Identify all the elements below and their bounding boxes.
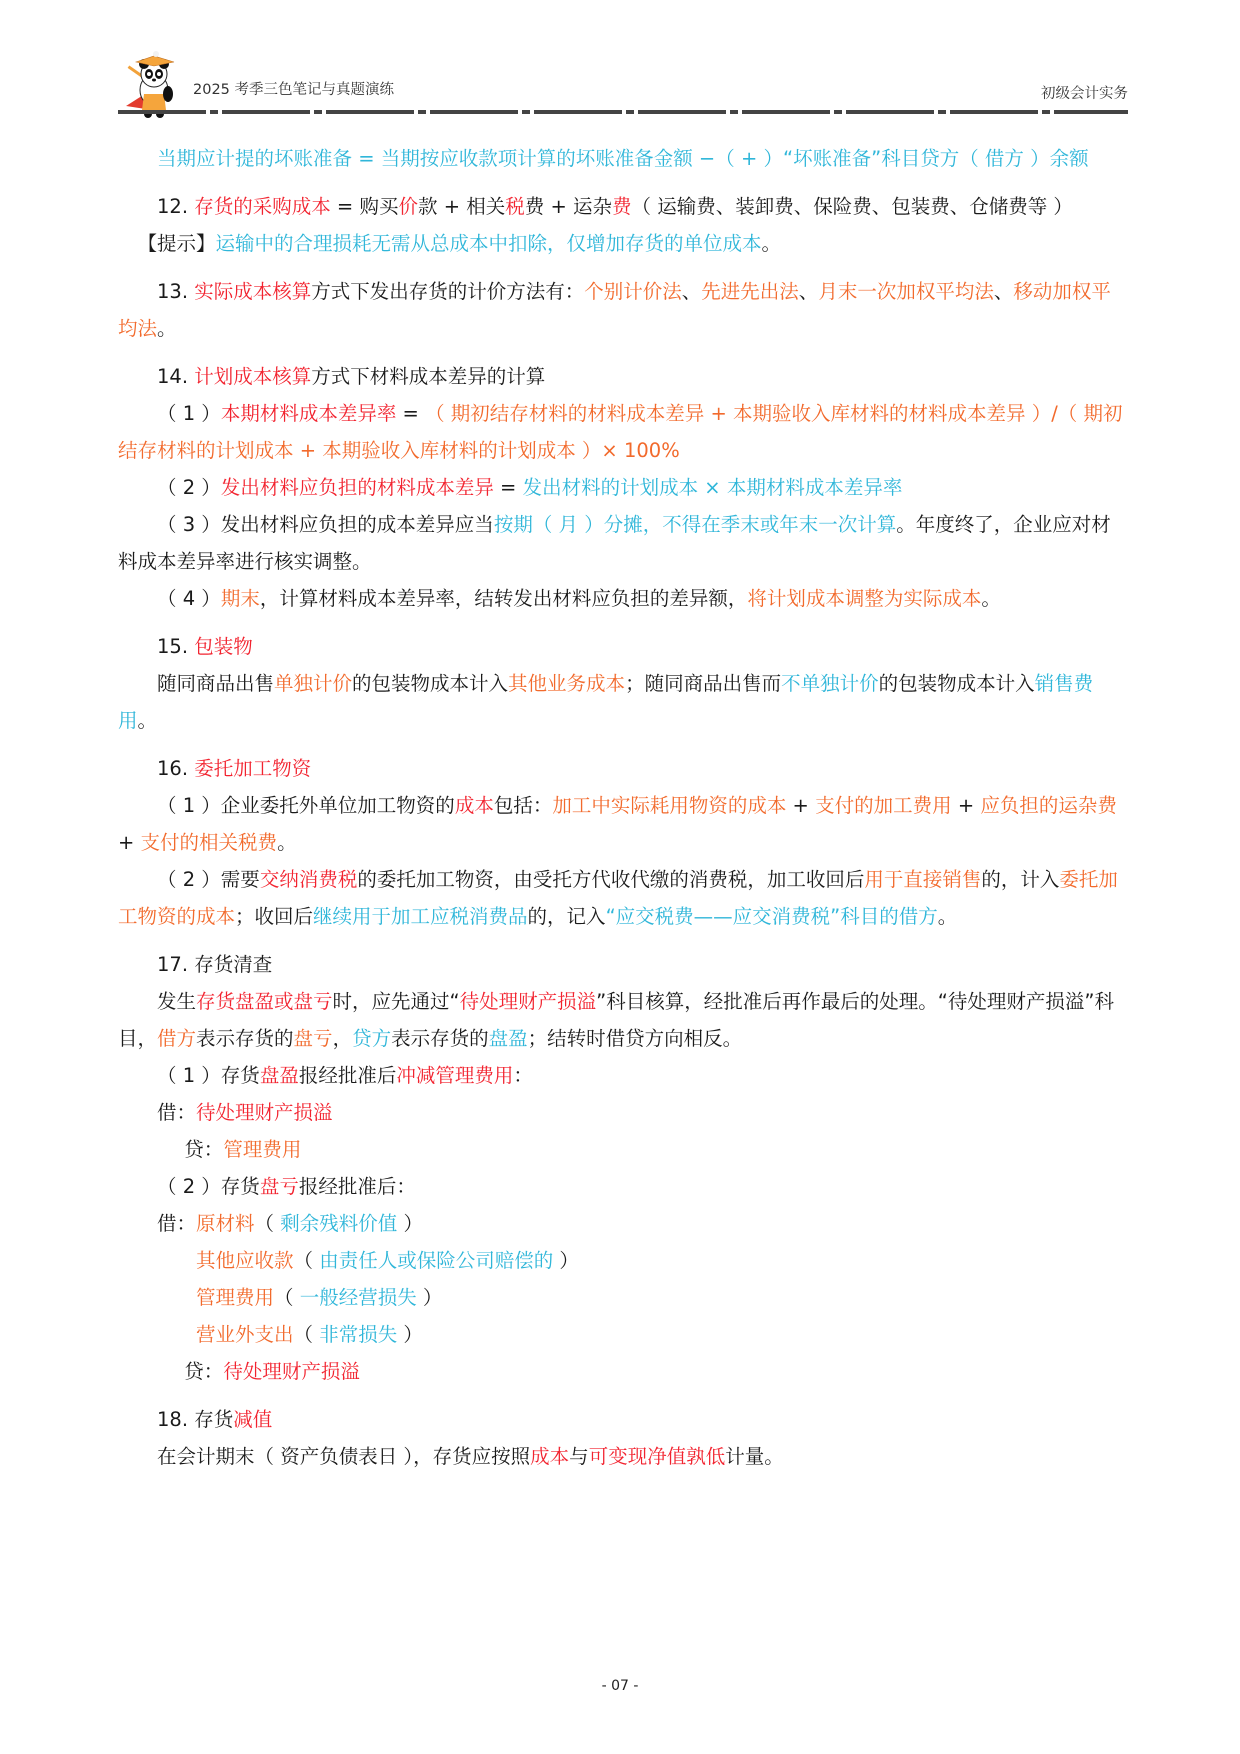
text-run: 。年度终了，企业应对材料成本差异率进行核实调整。 xyxy=(118,513,1111,573)
text-run: 报经批准后： xyxy=(298,1175,416,1198)
highlight-blue: 由责任人或保险公司赔偿的 xyxy=(319,1249,554,1272)
text-run: （ 2 ） xyxy=(157,476,221,499)
item-14-2 xyxy=(118,469,1128,506)
highlight-orange: 其他业务成本 xyxy=(508,672,626,695)
item-13-valuation-methods xyxy=(118,273,1128,347)
text-run: ；随同商品出售而 xyxy=(625,672,782,695)
highlight-orange: 加工中实际耗用物资的成本 xyxy=(552,794,787,817)
text-run: 方式下发出存货的计价方法有： xyxy=(311,280,585,303)
highlight-orange: 委托加工物资的成本 xyxy=(118,868,1118,928)
item-12-tip xyxy=(118,225,1128,262)
text-run: + xyxy=(951,794,981,817)
text-run: （ 1 ）企业委托外单位加工物资的 xyxy=(157,794,455,817)
highlight-red: 成本 xyxy=(530,1445,570,1468)
highlight-red: 冲减管理费用 xyxy=(396,1064,514,1087)
highlight-red: 费 xyxy=(612,195,632,218)
text-run: 贷： xyxy=(184,1360,224,1383)
text-run: ， xyxy=(332,1027,353,1050)
highlight-orange: 先进先出法 xyxy=(701,280,799,303)
highlight-red: 税 xyxy=(505,195,525,218)
highlight-red: 发出材料应负担的材料成本差异 xyxy=(220,476,494,499)
highlight-red: 待处理财产损溢 xyxy=(196,1101,333,1124)
page-number: - 07 - xyxy=(601,1678,639,1694)
header-divider xyxy=(118,110,1128,114)
text-run: 。 xyxy=(277,831,297,854)
text-run: + xyxy=(786,794,816,817)
item-16-1 xyxy=(118,787,1128,861)
text-run: 。 xyxy=(137,709,158,732)
subject-title: 初级会计实务 xyxy=(1041,86,1128,102)
text-run: 报经批准后 xyxy=(298,1064,397,1087)
highlight-red: 存货盘盈或盘亏 xyxy=(196,990,333,1013)
highlight-orange: 管理费用 xyxy=(196,1286,275,1309)
text-run: 。 xyxy=(937,905,958,928)
highlight-orange: 个别计价法 xyxy=(584,280,682,303)
text-run: 借： xyxy=(157,1101,197,1124)
text-run: 随同商品出售 xyxy=(157,672,275,695)
text-run: 表示存货的 xyxy=(196,1027,294,1050)
item-12-purchase-cost xyxy=(118,188,1128,225)
text-run: （ 1 ）存货 xyxy=(157,1064,260,1087)
text-run: 16. xyxy=(157,757,195,780)
highlight-red: 待处理财产损溢 xyxy=(459,990,597,1013)
text-run: ） xyxy=(397,1323,423,1346)
text-run: 与 xyxy=(569,1445,589,1468)
text-run: 的，计入 xyxy=(981,868,1060,891)
journal-credit-line xyxy=(118,1353,1128,1390)
item-14-heading xyxy=(118,358,1128,395)
text-run: 发生 xyxy=(157,990,197,1013)
highlight-orange: 支付的相关税费 xyxy=(140,831,278,854)
item-16-2 xyxy=(118,861,1128,935)
highlight-orange: 应负担的运杂费 xyxy=(980,794,1117,817)
highlight-orange: 月末一次加权平均法 xyxy=(818,280,994,303)
item-17-2 xyxy=(118,1168,1128,1205)
highlight-blue: 剩余残料价值 xyxy=(280,1212,398,1235)
item-16-heading xyxy=(118,750,1128,787)
item-17-body xyxy=(118,983,1128,1057)
highlight-orange: 单独计价 xyxy=(274,672,353,695)
text-run: + xyxy=(118,831,141,854)
journal-debit-line xyxy=(118,1316,1128,1353)
journal-debit-line xyxy=(118,1205,1128,1242)
item-17-1 xyxy=(118,1057,1128,1094)
item-15-heading xyxy=(118,628,1128,665)
text-run: 的，记入 xyxy=(527,905,606,928)
highlight-red: 价 xyxy=(398,195,418,218)
text-run: 。 xyxy=(157,317,177,340)
highlight-blue: “应交税费——应交消费税”科目的借方 xyxy=(605,905,938,928)
highlight-orange: （ 期初结存材料的材料成本差异 + 本期验收入库材料的材料成本差异 ）/（ 期初结存材料的计划成本 + 本期验收入库材料的计划成本 ）× 100% xyxy=(118,402,1123,462)
text-run: 方式下材料成本差异的计算 xyxy=(311,365,546,388)
highlight-red: 盘盈 xyxy=(259,1064,299,1087)
highlight-red: 计划成本核算 xyxy=(194,365,312,388)
text-run: ） xyxy=(553,1249,579,1272)
item-17-heading xyxy=(118,946,1128,983)
text-run: 。 xyxy=(761,232,782,255)
text-run: 在会计期末（ 资产负债表日 ），存货应按照 xyxy=(157,1445,531,1468)
item-15-body xyxy=(118,665,1128,739)
text-run: ） xyxy=(416,1286,443,1309)
highlight-blue: 贷方 xyxy=(352,1027,392,1050)
text-run: ： xyxy=(513,1064,533,1087)
text-run: （ 运输费、装卸费、保险费、包装费、仓储费等 ） xyxy=(631,195,1073,218)
text-run: 款 + 相关 xyxy=(418,195,506,218)
text-run: 。 xyxy=(981,587,1001,610)
highlight-blue: 当期应计提的坏账准备 = 当期按应收款项计算的坏账准备金额 −（ + ）“坏账准备”科目贷方（ 借方 ）余额 xyxy=(157,147,1089,170)
highlight-red: 盘亏 xyxy=(259,1175,299,1198)
text-run: 借： xyxy=(157,1212,197,1235)
highlight-red: 成本 xyxy=(454,794,494,817)
highlight-orange: 用于直接销售 xyxy=(864,868,982,891)
text-run: = 购买 xyxy=(330,195,399,218)
text-run: 、 xyxy=(993,280,1014,303)
highlight-orange: 借方 xyxy=(157,1027,197,1050)
journal-debit-line xyxy=(118,1279,1128,1316)
item-14-1 xyxy=(118,395,1128,469)
highlight-blue: 盘盈 xyxy=(488,1027,528,1050)
text-run: 【提示】 xyxy=(137,232,216,255)
item-14-3 xyxy=(118,506,1128,580)
text-run: （ xyxy=(254,1212,281,1235)
text-run: = xyxy=(493,476,523,499)
text-run: ） xyxy=(397,1212,423,1235)
text-run: ”科目核算，经批准后再作最后的处理。“待处理财产损溢”科目， xyxy=(118,990,1114,1050)
text-run: 15. xyxy=(157,635,195,658)
highlight-blue: 继续用于加工应税消费品 xyxy=(313,905,528,928)
text-run: 、 xyxy=(798,280,819,303)
highlight-blue: 不单独计价 xyxy=(781,672,879,695)
text-run: = xyxy=(396,402,426,425)
bad-debt-formula xyxy=(118,140,1128,177)
text-run: 的包装物成本计入 xyxy=(352,672,509,695)
highlight-orange: 移动加权平均法 xyxy=(118,280,1111,340)
highlight-red: 委托加工物资 xyxy=(194,757,312,780)
text-run: （ 2 ）需要 xyxy=(157,868,260,891)
highlight-red: 交纳消费税 xyxy=(259,868,358,891)
text-run: （ xyxy=(274,1286,300,1309)
item-18-heading xyxy=(118,1401,1128,1438)
text-run: 计量。 xyxy=(725,1445,784,1468)
highlight-red: 待处理财产损溢 xyxy=(223,1360,360,1383)
text-run: 、 xyxy=(681,280,702,303)
highlight-orange: 支付的加工费用 xyxy=(815,794,952,817)
journal-debit-line xyxy=(118,1094,1128,1131)
highlight-blue: 运输中的合理损耗无需从总成本中扣除，仅增加存货的单位成本 xyxy=(215,232,762,255)
text-run: 13. xyxy=(157,280,195,303)
item-14-4 xyxy=(118,580,1128,617)
text-run: （ xyxy=(293,1323,320,1346)
item-18-body xyxy=(118,1438,1128,1475)
text-run: （ 4 ） xyxy=(157,587,221,610)
highlight-orange: 营业外支出 xyxy=(196,1323,294,1346)
highlight-orange: 期末 xyxy=(220,587,260,610)
highlight-red: 本期材料成本差异率 xyxy=(220,402,397,425)
text-run: （ 2 ）存货 xyxy=(157,1175,260,1198)
highlight-blue: 非常损失 xyxy=(319,1323,398,1346)
highlight-red: 存货的采购成本 xyxy=(194,195,331,218)
highlight-red: 可变现净值孰低 xyxy=(588,1445,726,1468)
text-run: （ xyxy=(293,1249,320,1272)
highlight-blue: 发出材料的计划成本 × 本期材料成本差异率 xyxy=(522,476,903,499)
text-run: （ 3 ）发出材料应负担的成本差异应当 xyxy=(157,513,494,536)
text-run: 12. xyxy=(157,195,195,218)
text-run: （ 1 ） xyxy=(157,402,221,425)
highlight-red: 包装物 xyxy=(194,635,253,658)
text-run: 费 + 运杂 xyxy=(524,195,613,218)
highlight-blue: 按期（ 月 ）分摊，不得在季末或年末一次计算 xyxy=(493,513,897,536)
page-header xyxy=(118,40,1128,120)
highlight-red: 实际成本核算 xyxy=(194,280,312,303)
highlight-orange: 盘亏 xyxy=(293,1027,333,1050)
text-run: ；结转时借贷方向相反。 xyxy=(527,1027,743,1050)
text-run: 18. 存货 xyxy=(157,1408,234,1431)
text-run: 表示存货的 xyxy=(391,1027,489,1050)
text-run: 17. 存货清查 xyxy=(157,953,273,976)
text-run: 贷： xyxy=(184,1138,224,1161)
journal-credit-line xyxy=(118,1131,1128,1168)
text-run: 的委托加工物资，由受托方代收代缴的消费税，加工收回后 xyxy=(357,868,865,891)
highlight-orange: 其他应收款 xyxy=(196,1249,294,1272)
text-run: 时，应先通过“ xyxy=(332,990,460,1013)
text-run: ；收回后 xyxy=(235,905,314,928)
journal-debit-line xyxy=(118,1242,1128,1279)
text-run: 的包装物成本计入 xyxy=(878,672,1035,695)
document-body xyxy=(118,140,1128,1475)
book-title: 2025 考季三色笔记与真题演练 xyxy=(193,82,395,98)
highlight-red: 减值 xyxy=(233,1408,273,1431)
highlight-orange: 将计划成本调整为实际成本 xyxy=(747,587,982,610)
highlight-blue: 一般经营损失 xyxy=(299,1286,417,1309)
highlight-orange: 管理费用 xyxy=(223,1138,302,1161)
highlight-blue: 销售费用 xyxy=(118,672,1094,732)
text-run: ，计算材料成本差异率，结转发出材料应负担的差异额， xyxy=(259,587,748,610)
text-run: 14. xyxy=(157,365,195,388)
text-run: 包括： xyxy=(493,794,553,817)
highlight-orange: 原材料 xyxy=(196,1212,255,1235)
